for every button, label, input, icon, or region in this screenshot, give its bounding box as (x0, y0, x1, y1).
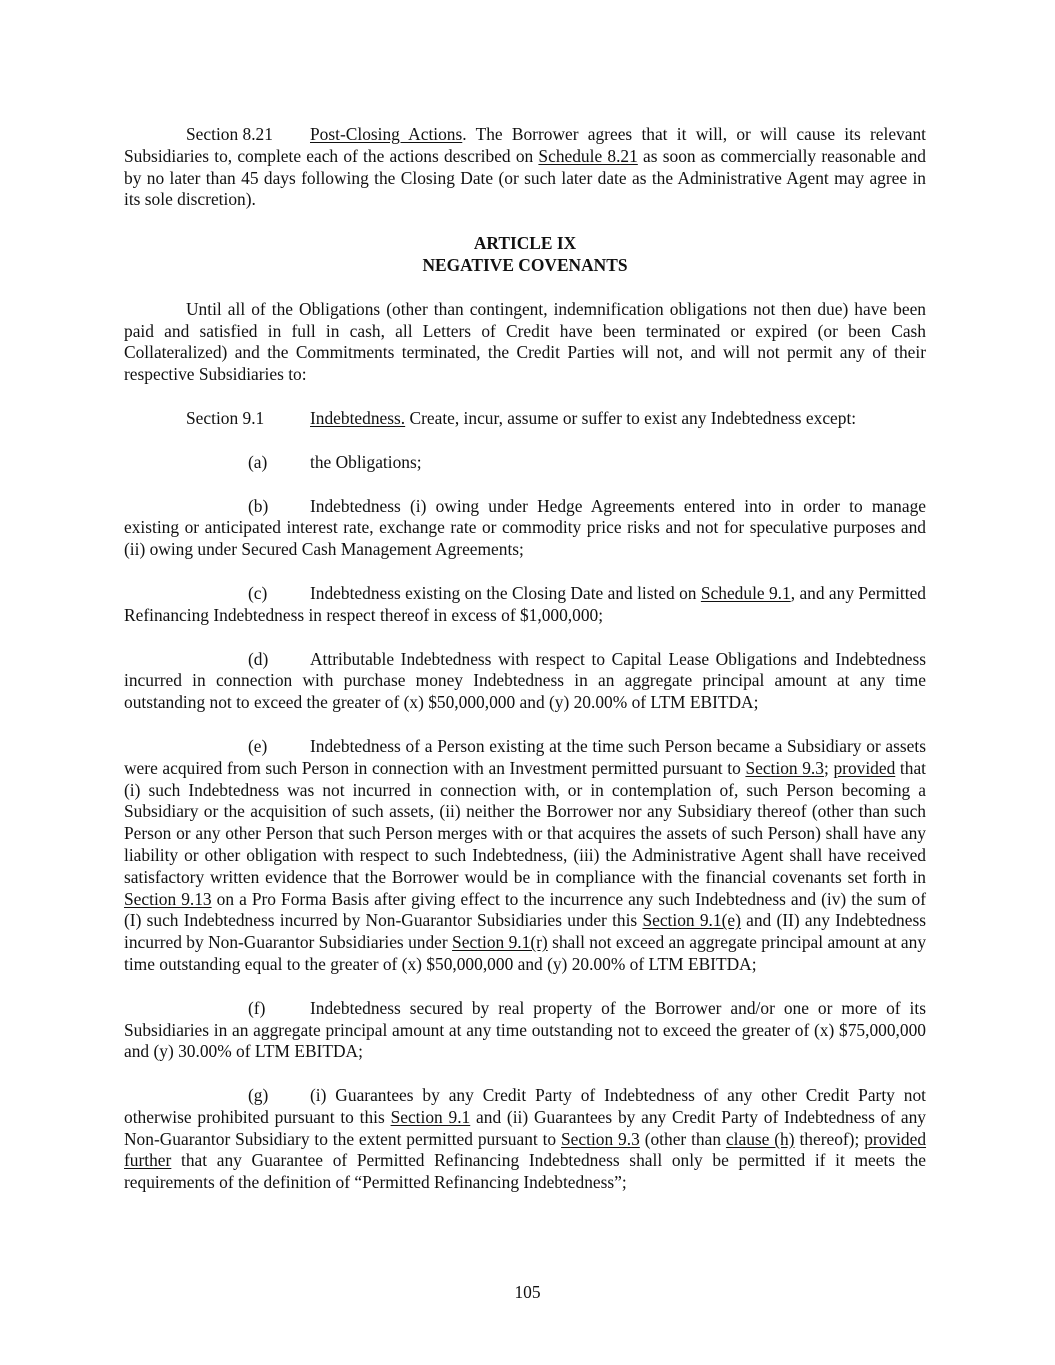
section-heading: Post-Closing Actions (310, 124, 463, 144)
clause-label: (e) (248, 735, 268, 756)
article-title: NEGATIVE COVENANTS (422, 254, 628, 275)
cross-reference: Section 9.3 (561, 1128, 640, 1149)
clause-text: and (II) any Indebtedness incurred by Non-Guarantor Subsidiaries under (124, 910, 926, 953)
document-page (124, 124, 926, 1216)
clause-label: (a) (248, 451, 268, 472)
section-8-21-paragraph (124, 124, 926, 211)
section-text: . The Borrower agrees that it will, or will cause its relevant Subsidiaries to, complete each of the actions described on (124, 124, 926, 166)
proviso-term: further (124, 1150, 172, 1171)
clause-a (124, 452, 926, 474)
clause-text: ; (823, 757, 834, 778)
clause-text: on a Pro Forma Basis after giving effect to the incurrence any such Indebtedness and (iv) the sum of (I) such Indebtedness incurred by Non-Guarantor Subsidiaries under this (124, 888, 926, 931)
section-9-1-paragraph (124, 408, 926, 430)
section-text: Create, incur, assume or suffer to exist any Indebtedness except: (405, 407, 857, 428)
clause-label: (d) (248, 648, 269, 669)
cross-reference: clause (h) (725, 1128, 795, 1149)
cross-reference: Section 9.1(r) (452, 932, 548, 953)
clause-label: (f) (248, 997, 266, 1018)
section-text: as soon as commercially reasonable and by no later than 45 days following the Closing Date (or such later date as the Administrative Agent may agree in its sole discretion). (124, 145, 927, 210)
clause-text: Indebtedness secured by real property of the Borrower and/or one or more of its Subsidiaries in an aggregate principal amount at any time outstanding not to exceed the greater of (x) $75,000,000 and (y) 30.00% of LTM EBITDA; (124, 997, 926, 1062)
clause-f (124, 998, 926, 1063)
cross-reference: Section 9.3 (745, 757, 824, 778)
section-heading: Indebtedness. (310, 407, 406, 428)
proviso-term: provided (833, 757, 896, 778)
clause-text: (other than (639, 1128, 726, 1149)
cross-reference: Schedule 9.1 (700, 582, 791, 603)
clause-b (124, 496, 926, 561)
proviso-term: provided (864, 1128, 927, 1149)
clause-d (124, 649, 926, 714)
cross-reference: Section 9.1 (390, 1106, 471, 1127)
clause-e (124, 736, 926, 976)
intro-paragraph: Until all of the Obligations (other than contingent, indemnification obligations not then due) have been paid and satisfied in full in cash, all Letters of Credit have been terminated or expired (or been Cash Collateralized) and the Commitments terminated, the Credit Parties will not, and will not permit any of their respective Subsidiaries to: (124, 298, 926, 385)
cross-reference: Section 9.13 (124, 888, 212, 909)
clause-text: the Obligations; (310, 451, 422, 472)
clause-c (124, 583, 926, 627)
clause-text: shall not exceed an aggregate principal amount at any time outstanding equal to the greater of (x) $50,000,000 and (y) 20.00% of LTM EBITDA; (124, 932, 927, 974)
cross-reference: Schedule 8.21 (538, 145, 638, 166)
clause-label: (b) (248, 495, 269, 516)
clause-text: and (ii) Guarantees by any Credit Party of Indebtedness of any Non-Guarantor Subsidiary to the extent permitted pursuant to (124, 1106, 926, 1149)
article-number: ARTICLE IX (473, 233, 577, 254)
clause-text: Attributable Indebtedness with respect to Capital Lease Obligations and Indebtedness incurred in connection with purchase money Indebtedness in an aggregate principal amount at any time outstanding not to exceed the greater of (x) $50,000,000 and (y) 20.00% of LTM EBITDA; (124, 648, 926, 713)
page-number: 105 (514, 1282, 541, 1302)
cross-reference: Section 9.1(e) (642, 910, 741, 931)
clause-label: (g) (248, 1085, 269, 1106)
clause-g (124, 1085, 926, 1194)
clause-text: Indebtedness (i) owing under Hedge Agreements entered into in order to manage existing or anticipated interest rate, exchange rate or commodity price risks and not for speculative purposes and (ii) owing under Secured Cash Management Agreements; (124, 495, 926, 560)
clause-text: , and any Permitted Refinancing Indebtedness in respect thereof in excess of $1,000,000; (124, 582, 927, 625)
clause-text: Indebtedness of a Person existing at the time such Person became a Subsidiary or assets were acquired from such Person in connection with an Investment permitted pursuant to (124, 735, 926, 778)
clause-text: (i) Guarantees by any Credit Party of Indebtedness of any other Credit Party not otherwise prohibited pursuant to this (124, 1085, 926, 1127)
clause-text: thereof); (794, 1128, 865, 1149)
section-number: Section 9.1 (186, 407, 265, 428)
article-heading (124, 233, 926, 277)
clause-text: that (i) such Indebtedness was not incurred in connection with, or in contemplation of, such Person becoming a Subsidiary or the acquisition of such assets, (ii) neither the Borrower nor any Subsidiary thereof (other than such Person or any other Person that such Person merges with or that acquires the assets of such Person) shall have any liability or other obligation with respect to such Indebtedness, (iii) the Administrative Agent shall have received satisfactory written evidence that the Borrower would be in compliance with the financial covenants set forth in (124, 757, 926, 887)
clause-text: Indebtedness existing on the Closing Date and listed on (310, 582, 701, 603)
clause-label: (c) (248, 582, 268, 603)
clause-text: that any Guarantee of Permitted Refinancing Indebtedness shall only be permitted if it meets the requirements of the definition of “Permitted Refinancing Indebtedness”; (124, 1150, 926, 1193)
section-number: Section 8.21 (186, 124, 273, 144)
